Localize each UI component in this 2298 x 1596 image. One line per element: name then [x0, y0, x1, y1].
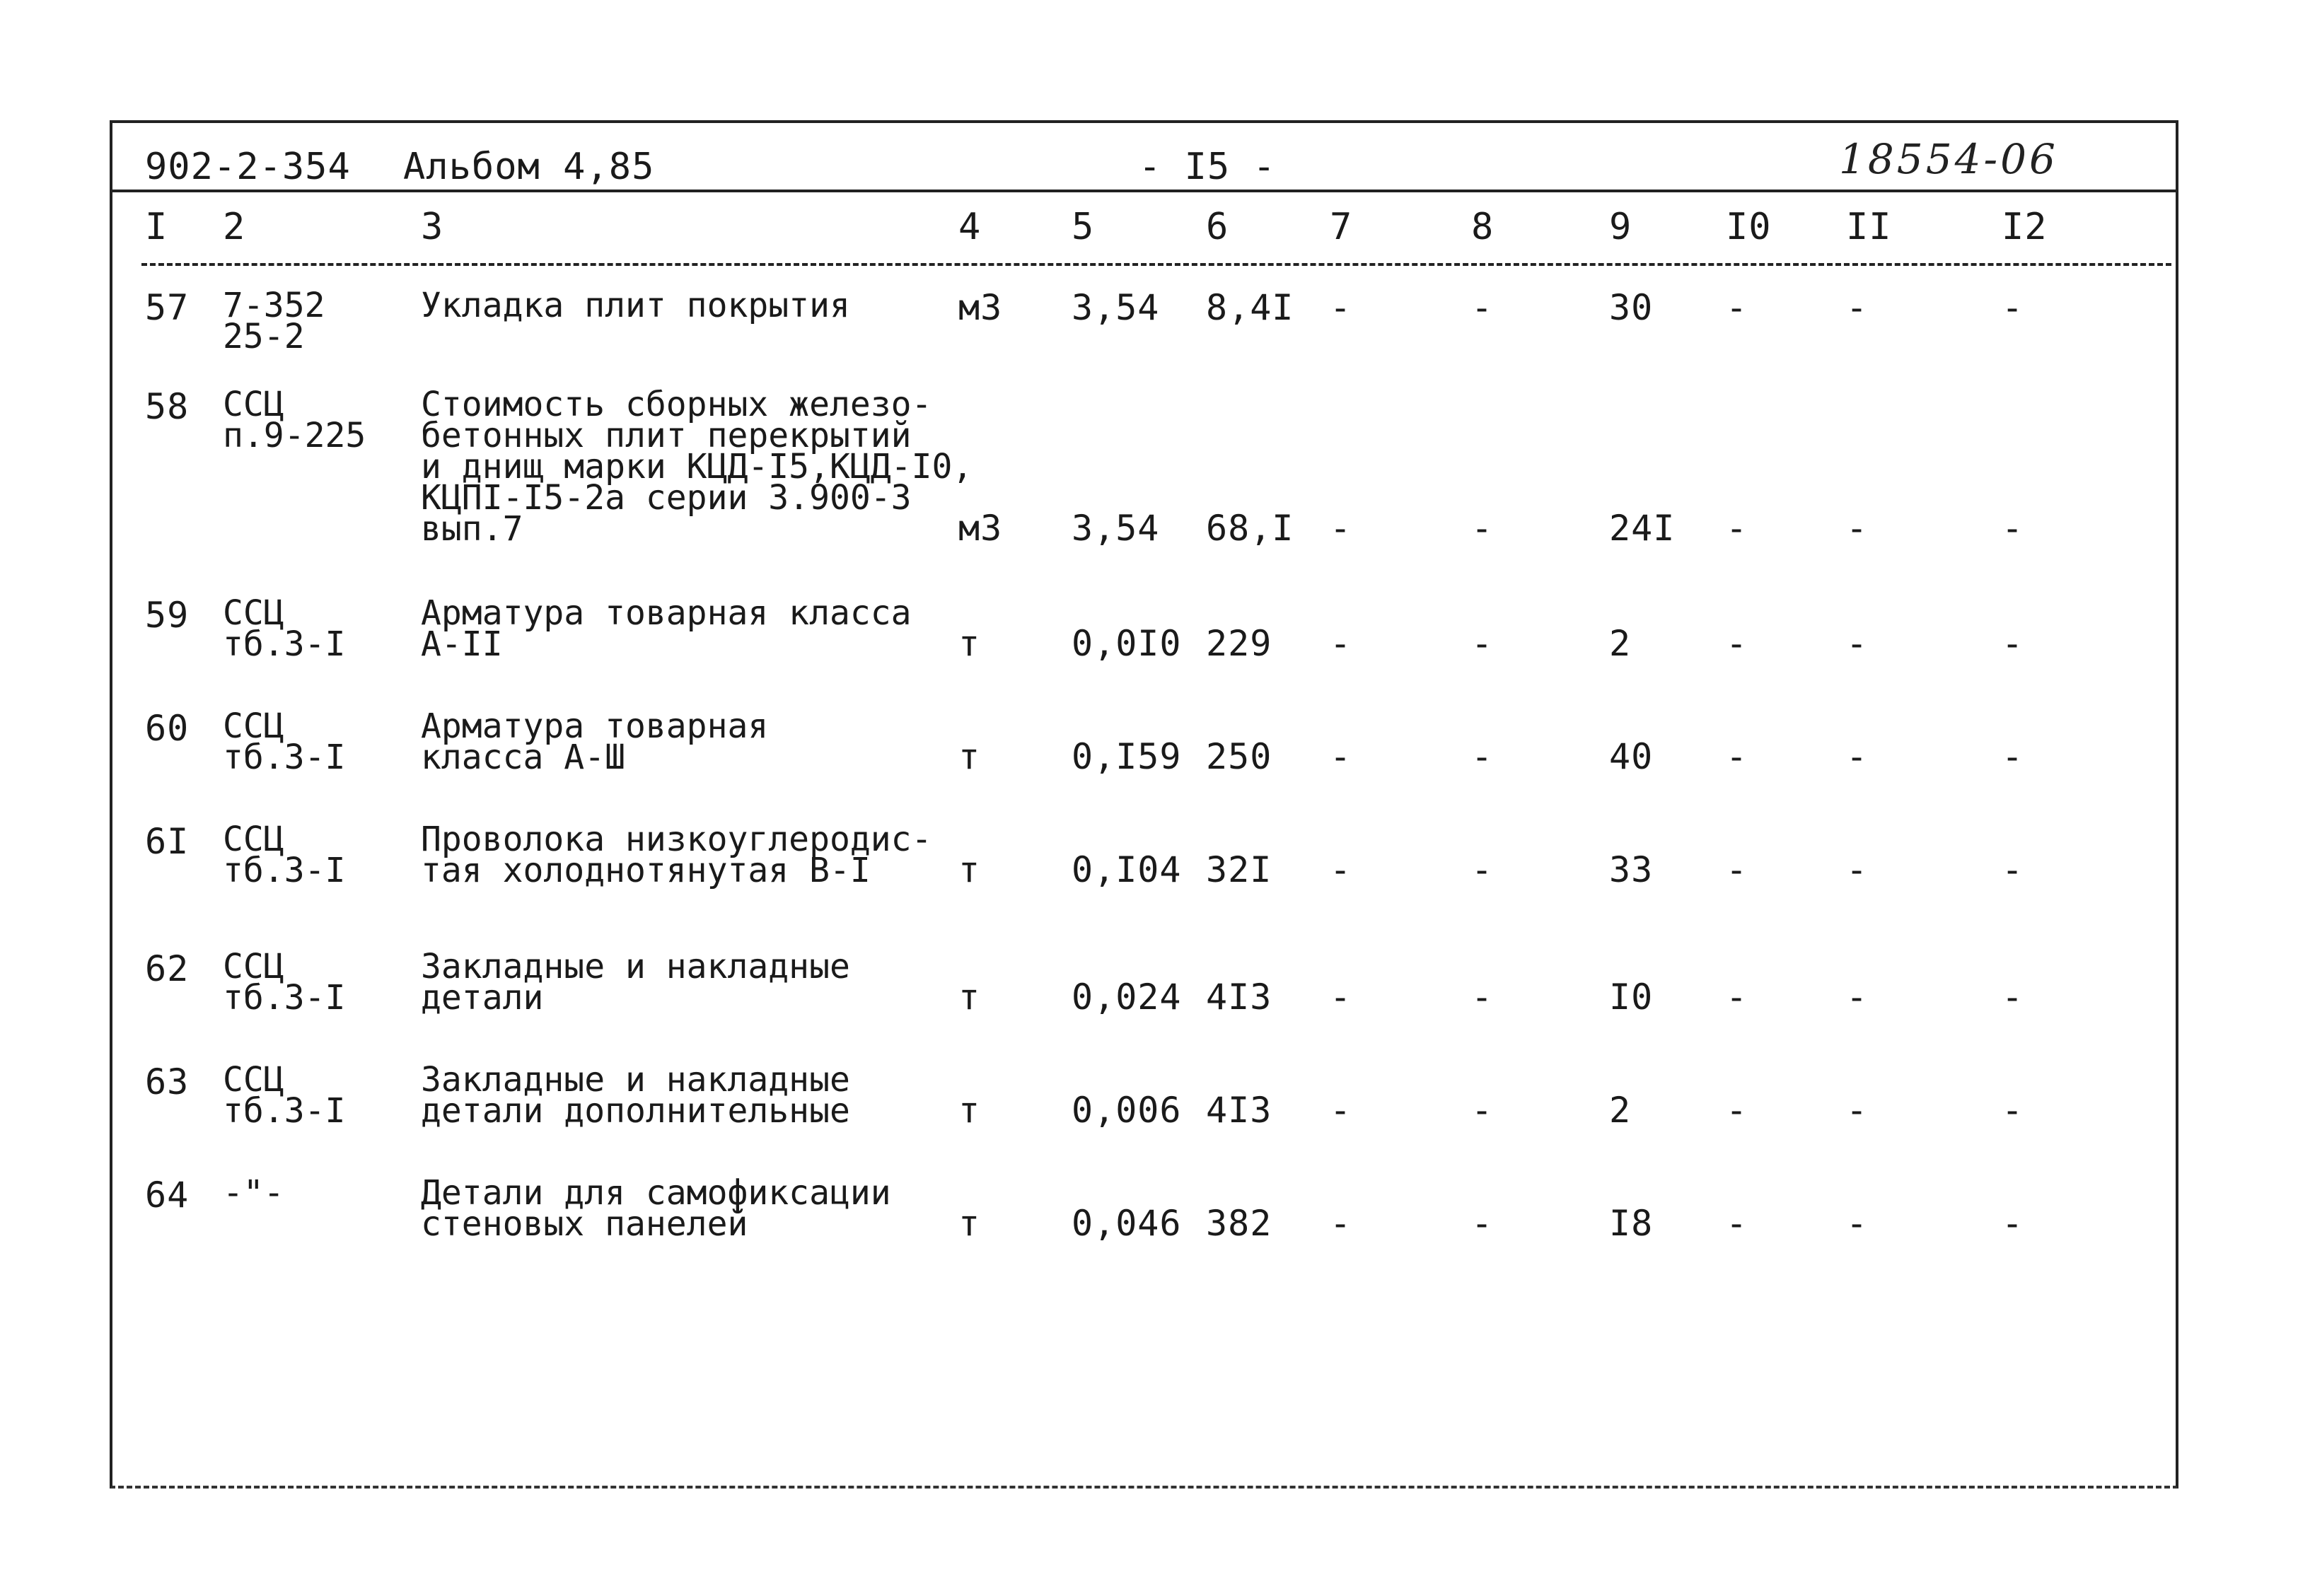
row-description: Закладные и накладные детали дополнительные	[421, 1060, 850, 1131]
row-col-12: -	[2002, 1090, 2024, 1131]
row-col-8: -	[1471, 977, 1494, 1018]
row-col-7: -	[1330, 849, 1352, 890]
row-reference-code: ССЦ тб.3-I	[223, 593, 346, 664]
row-unit-price: 229	[1206, 623, 1272, 664]
row-unit: т	[958, 849, 981, 890]
row-unit: м3	[958, 287, 1003, 328]
row-total: I0	[1609, 977, 1654, 1018]
handwritten-stamp: 18554-06	[1839, 135, 2058, 183]
row-quantity: 0,046	[1072, 1203, 1182, 1244]
row-unit-price: 4I3	[1206, 1090, 1272, 1131]
row-number: 63	[145, 1061, 190, 1102]
row-unit-price: 250	[1206, 736, 1272, 777]
column-header-6: 6	[1206, 206, 1229, 248]
album-label: Альбом 4,85	[403, 146, 655, 188]
row-col-8: -	[1471, 736, 1494, 777]
row-col-12: -	[2002, 508, 2024, 549]
row-col-11: -	[1846, 508, 1869, 549]
row-description: Укладка плит покрытия	[421, 286, 850, 325]
row-col-12: -	[2002, 623, 2024, 664]
row-reference-code: ССЦ тб.3-I	[223, 706, 346, 777]
row-reference-code: ССЦ тб.3-I	[223, 1060, 346, 1131]
row-col-7: -	[1330, 1090, 1352, 1131]
row-description: Арматура товарная класса А-II	[421, 593, 912, 664]
row-reference-code: -"-	[223, 1173, 284, 1213]
row-total: 2	[1609, 1090, 1632, 1131]
row-col-11: -	[1846, 977, 1869, 1018]
row-reference-code: ССЦ п.9-225	[223, 385, 366, 455]
row-reference-code: ССЦ тб.3-I	[223, 820, 346, 890]
row-col-7: -	[1330, 287, 1352, 328]
column-header-8: 8	[1471, 206, 1495, 248]
row-col-8: -	[1471, 849, 1494, 890]
row-total: I8	[1609, 1203, 1654, 1244]
row-col-7: -	[1330, 1203, 1352, 1244]
row-description: Арматура товарная класса А-Ш	[421, 706, 769, 777]
row-unit-price: 8,4I	[1206, 287, 1294, 328]
row-col-10: -	[1726, 508, 1748, 549]
row-col-12: -	[2002, 977, 2024, 1018]
row-description: Стоимость сборных железо- бетонных плит перекрытий и днищ марки КЦД-I5,КЦД-I0, КЦПI-I5-2а серии 3.900-3 вып.7	[421, 385, 973, 549]
row-col-12: -	[2002, 849, 2024, 890]
row-col-7: -	[1330, 508, 1352, 549]
row-unit: т	[958, 1090, 981, 1131]
row-reference-code: 7-352 25-2	[223, 286, 325, 356]
row-total: 2	[1609, 623, 1632, 664]
row-quantity: 3,54	[1072, 287, 1160, 328]
row-total: 24I	[1609, 508, 1676, 549]
row-col-11: -	[1846, 1203, 1869, 1244]
page-number: - I5 -	[1139, 146, 1276, 188]
row-col-11: -	[1846, 287, 1869, 328]
row-col-8: -	[1471, 1203, 1494, 1244]
row-number: 62	[145, 948, 190, 989]
row-col-10: -	[1726, 287, 1748, 328]
row-col-7: -	[1330, 977, 1352, 1018]
row-unit-price: 382	[1206, 1203, 1272, 1244]
column-header-1: I	[145, 206, 168, 248]
doc-code: 902-2-354	[145, 146, 351, 188]
column-header-12: I2	[2002, 206, 2048, 248]
row-number: 58	[145, 386, 190, 427]
column-header-9: 9	[1609, 206, 1632, 248]
column-header-5: 5	[1072, 206, 1095, 248]
row-unit-price: 32I	[1206, 849, 1272, 890]
row-col-11: -	[1846, 736, 1869, 777]
row-col-12: -	[2002, 736, 2024, 777]
row-col-8: -	[1471, 623, 1494, 664]
row-col-10: -	[1726, 849, 1748, 890]
row-col-8: -	[1471, 508, 1494, 549]
row-col-11: -	[1846, 849, 1869, 890]
row-quantity: 0,006	[1072, 1090, 1182, 1131]
row-description: Закладные и накладные детали	[421, 947, 850, 1018]
row-col-8: -	[1471, 287, 1494, 328]
row-col-7: -	[1330, 736, 1352, 777]
column-header-7: 7	[1330, 206, 1353, 248]
column-header-11: II	[1846, 206, 1892, 248]
row-total: 40	[1609, 736, 1654, 777]
row-quantity: 0,024	[1072, 977, 1182, 1018]
row-col-12: -	[2002, 287, 2024, 328]
row-unit: т	[958, 623, 981, 664]
column-divider	[141, 263, 2171, 266]
row-description: Детали для самофиксации стеновых панелей	[421, 1173, 891, 1244]
row-number: 64	[145, 1175, 190, 1216]
row-col-7: -	[1330, 623, 1352, 664]
row-number: 59	[145, 595, 190, 636]
row-unit: т	[958, 977, 981, 1018]
row-quantity: 0,I04	[1072, 849, 1182, 890]
row-number: 57	[145, 287, 190, 328]
row-col-8: -	[1471, 1090, 1494, 1131]
row-total: 33	[1609, 849, 1654, 890]
row-unit-price: 4I3	[1206, 977, 1272, 1018]
row-col-10: -	[1726, 1203, 1748, 1244]
row-total: 30	[1609, 287, 1654, 328]
row-col-10: -	[1726, 623, 1748, 664]
column-header-4: 4	[958, 206, 982, 248]
row-col-10: -	[1726, 736, 1748, 777]
row-number: 6I	[145, 821, 190, 862]
header-divider	[110, 190, 2178, 192]
row-col-11: -	[1846, 1090, 1869, 1131]
row-description: Проволока низкоуглеродис- тая холоднотянутая В-I	[421, 820, 932, 890]
row-unit: м3	[958, 508, 1003, 549]
row-unit: т	[958, 736, 981, 777]
row-col-10: -	[1726, 1090, 1748, 1131]
column-header-2: 2	[223, 206, 246, 248]
row-col-12: -	[2002, 1203, 2024, 1244]
column-header-3: 3	[421, 206, 444, 248]
row-quantity: 0,0I0	[1072, 623, 1182, 664]
row-unit: т	[958, 1203, 981, 1244]
row-col-10: -	[1726, 977, 1748, 1018]
column-header-10: I0	[1726, 206, 1772, 248]
row-col-11: -	[1846, 623, 1869, 664]
row-reference-code: ССЦ тб.3-I	[223, 947, 346, 1018]
row-quantity: 3,54	[1072, 508, 1160, 549]
row-quantity: 0,I59	[1072, 736, 1182, 777]
row-number: 60	[145, 708, 190, 749]
row-unit-price: 68,I	[1206, 508, 1294, 549]
